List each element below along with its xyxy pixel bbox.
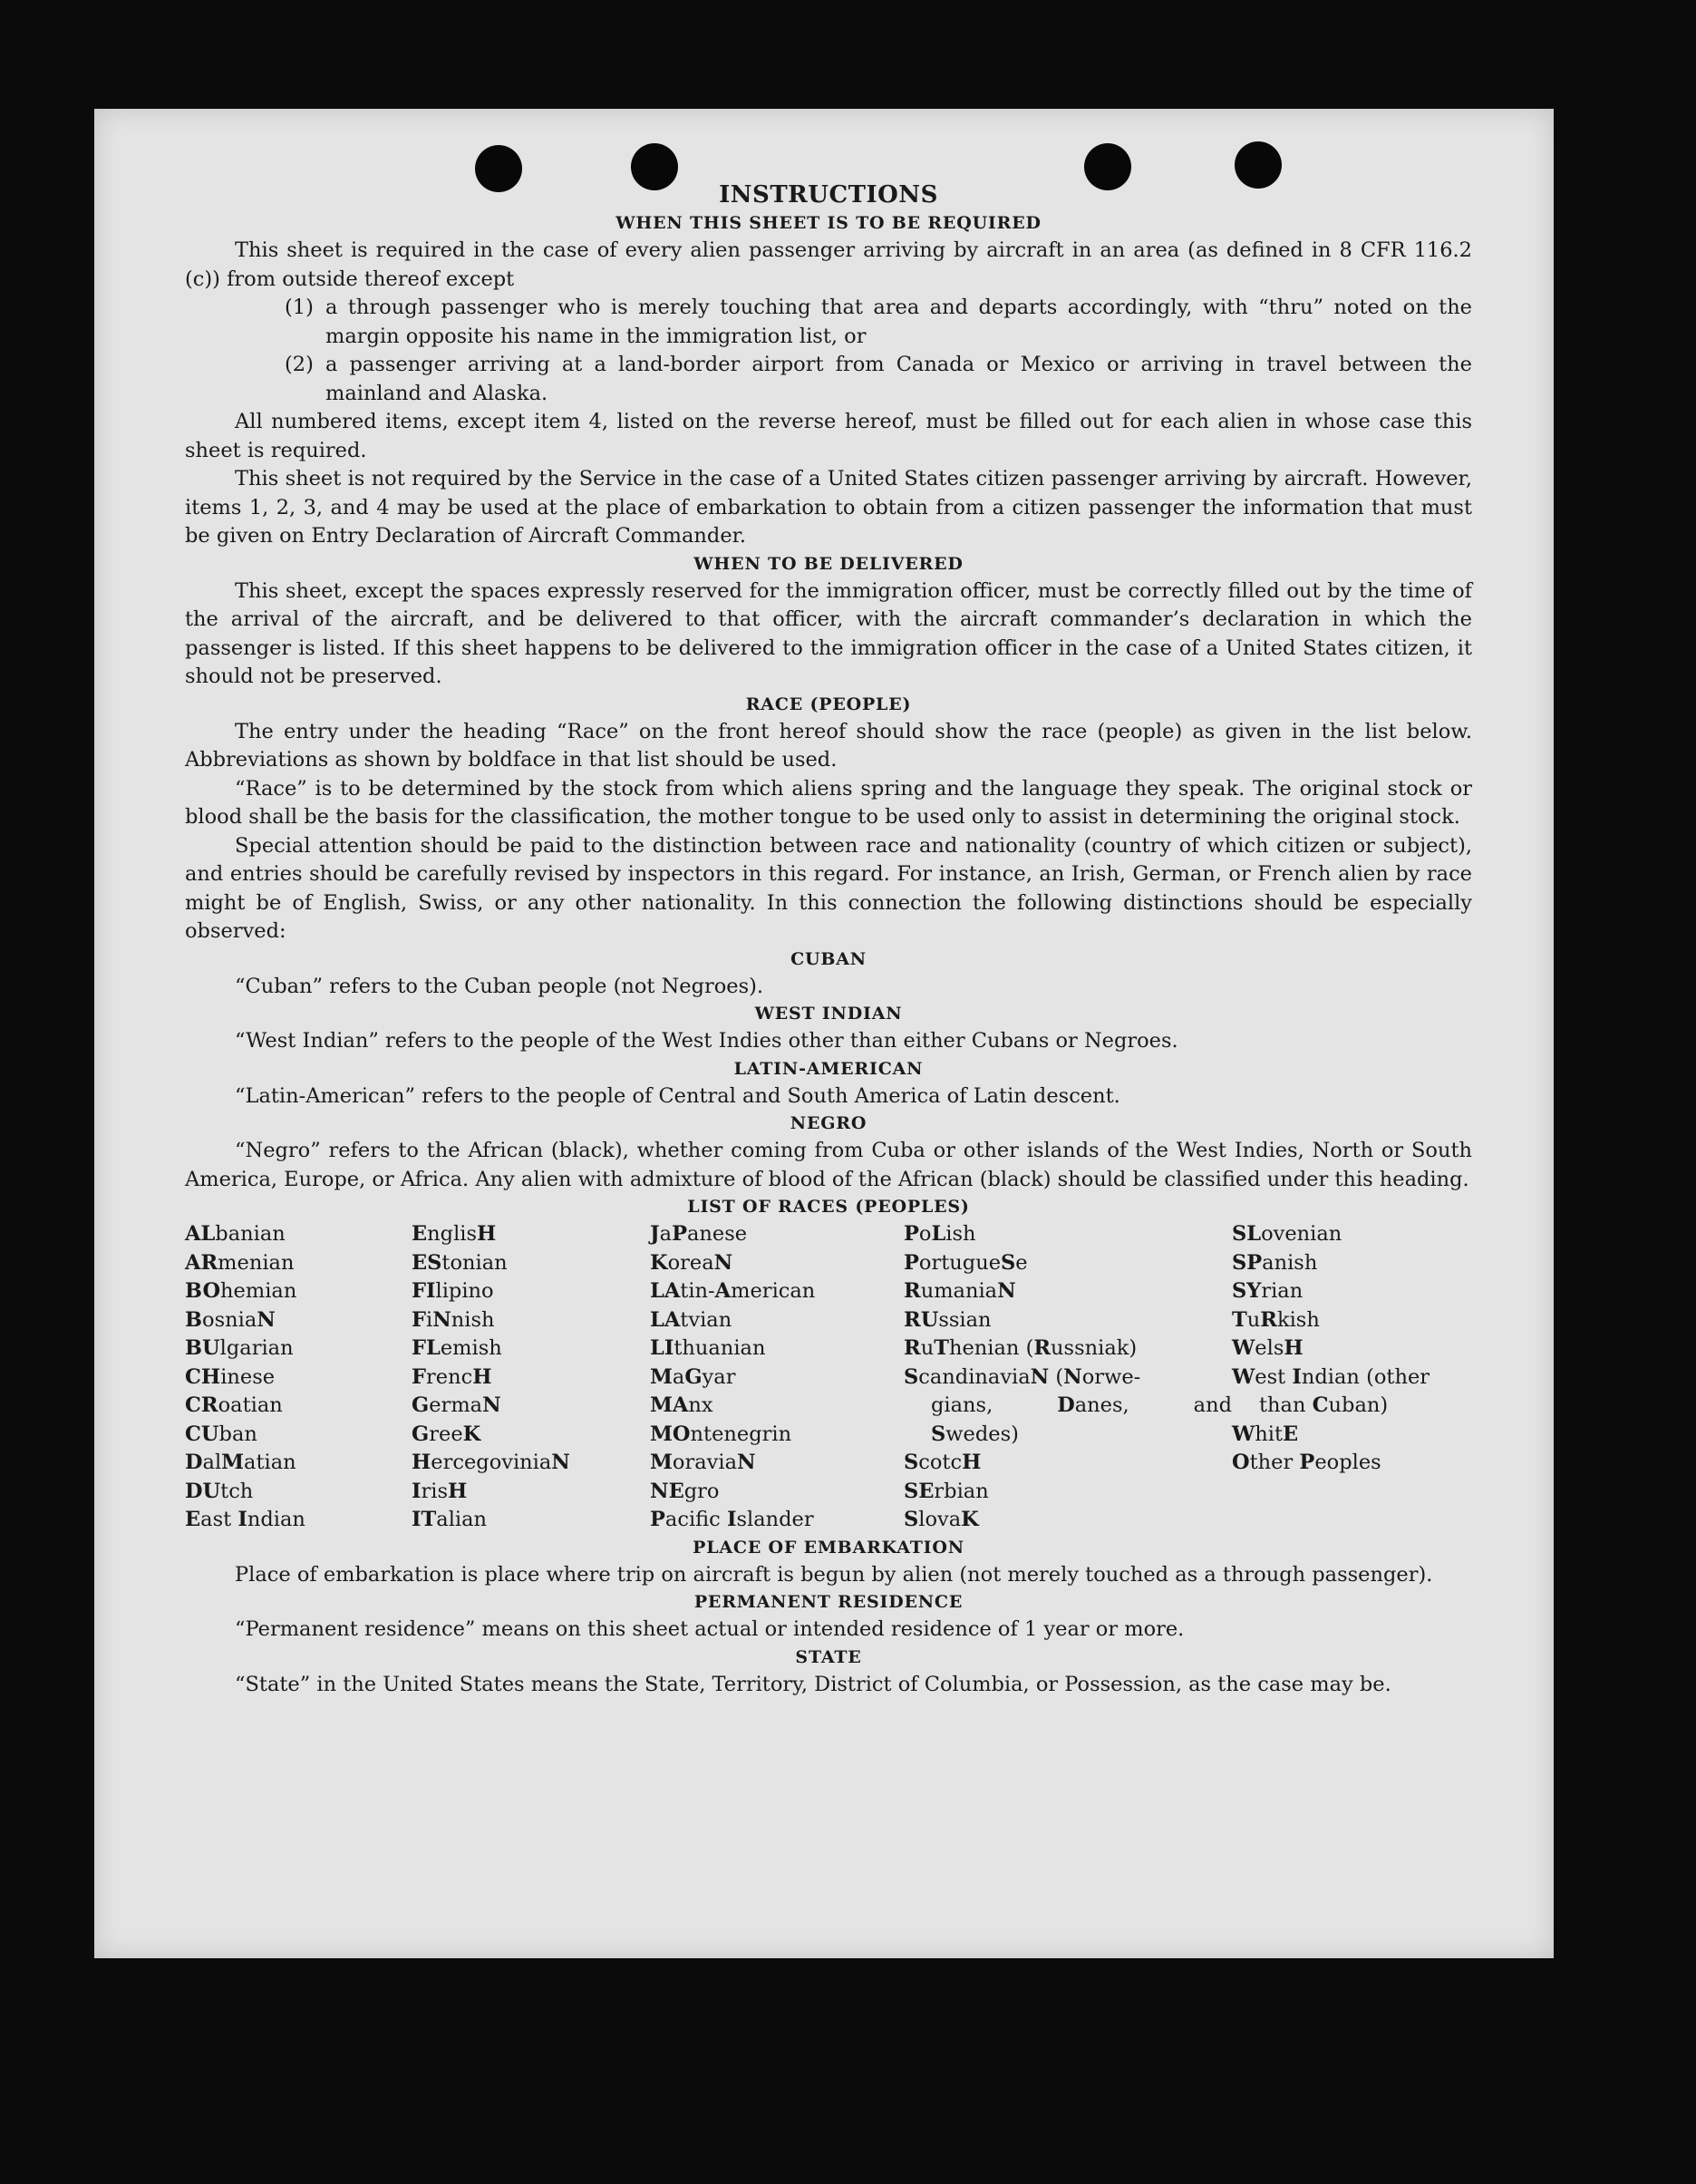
- race-item: DUtch: [185, 1479, 254, 1503]
- list-item: [185, 351, 1472, 408]
- paragraph: Special attention should be paid to the distinction between race and nationality (country of which citizen or subject), and entries should be carefully revised by inspectors in this regard. For instance, an Irish, German, or French alien by race might be of English, Swiss, or any other nationality. In this connection the following distinctions should be especially observed:: [185, 833, 1472, 943]
- race-item: FLemish: [412, 1336, 502, 1360]
- race-item: WelsH: [1232, 1336, 1303, 1360]
- race-item: MaGyar: [650, 1364, 736, 1389]
- instructions-content: [185, 180, 1472, 1699]
- race-item: RUssian: [904, 1307, 992, 1332]
- heading-permanent-residence: PERMANENT RESIDENCE: [693, 1592, 964, 1612]
- race-item: IrisH: [412, 1479, 468, 1503]
- paragraph: This sheet is required in the case of every alien passenger arriving by aircraft in an area (as defined in 8 CFR 116.2 (c)) from outside thereof except: [185, 238, 1472, 291]
- race-item: SErbian: [904, 1479, 989, 1503]
- list-item: [185, 294, 1472, 351]
- race-item: EnglisH: [412, 1222, 497, 1246]
- heading-cuban: CUBAN: [790, 948, 867, 969]
- race-item: ALbanian: [185, 1222, 286, 1246]
- paragraph: “Cuban” refers to the Cuban people (not Negroes).: [235, 974, 764, 998]
- race-item: BUlgarian: [185, 1336, 294, 1360]
- race-item: FIlipino: [412, 1279, 494, 1303]
- race-item: CUban: [185, 1422, 257, 1446]
- race-item: ScandinaviaN (Norwe-: [904, 1364, 1141, 1389]
- race-item: EStonian: [412, 1250, 508, 1275]
- race-item: TuRkish: [1232, 1307, 1320, 1332]
- race-item: Swedes): [931, 1422, 1019, 1446]
- heading-race: RACE (PEOPLE): [745, 694, 912, 714]
- paragraph: Place of embarkation is place where trip on aircraft is begun by alien (not merely touched as a through passenger).: [235, 1562, 1433, 1587]
- paragraph: All numbered items, except item 4, listed on the reverse hereof, must be filled out for each alien in whose case this sheet is required.: [185, 410, 1472, 462]
- race-column: [904, 1220, 1232, 1535]
- race-item: WhitE: [1232, 1422, 1299, 1446]
- paragraph: “State” in the United States means the State, Territory, District of Columbia, or Possession, as the case may be.: [235, 1672, 1391, 1696]
- race-column: [1232, 1220, 1472, 1535]
- heading-negro: NEGRO: [790, 1113, 867, 1133]
- paragraph: “West Indian” refers to the people of the West Indies other than either Cubans or Negroes.: [235, 1029, 1178, 1053]
- race-item: Pacifc Islander: [650, 1508, 814, 1531]
- race-column: [650, 1220, 904, 1535]
- race-item: PortugueSe: [904, 1250, 1028, 1275]
- heading-list-of-races: LIST OF RACES (PEOPLES): [687, 1197, 970, 1217]
- race-item: MoraviaN: [650, 1451, 756, 1474]
- race-item: than Cuban): [1259, 1393, 1389, 1417]
- race-item: BosniaN: [185, 1307, 276, 1332]
- heading-embarkation: PLACE OF EMBARKATION: [693, 1537, 964, 1558]
- race-column: [412, 1220, 650, 1535]
- paragraph: “Permanent residence” means on this sheet actual or intended residence of 1 year or more.: [235, 1617, 1185, 1641]
- race-item: RumaniaN: [904, 1279, 1016, 1303]
- document-sheet: [94, 109, 1554, 1958]
- race-item: LAtin-American: [650, 1279, 816, 1303]
- race-item: FrencH: [412, 1364, 492, 1389]
- race-item: GermaN: [412, 1393, 501, 1417]
- race-item: SYrian: [1232, 1279, 1303, 1303]
- paragraph: “Latin-American” refers to the people of Central and South America of Latin descent.: [235, 1083, 1120, 1108]
- paragraph: This sheet, except the spaces expressly reserved for the immigration officer, must be correctly filled out by the time of the arrival of the aircraft, and be delivered to that officer, with the aircraft commander’s declaration in which the passenger is listed. If this sheet happens to be delivered to the immigration officer in the case of a United States citizen, it should not be preserved.: [185, 578, 1472, 688]
- heading-state: STATE: [795, 1646, 862, 1667]
- race-item: SlovaK: [904, 1508, 979, 1531]
- race-item: RuThenian (Russniak): [904, 1336, 1138, 1360]
- race-item: LIthuanian: [650, 1336, 766, 1360]
- race-item: SPanish: [1232, 1250, 1318, 1275]
- race-item: MOntenegrin: [650, 1422, 792, 1446]
- race-item: SLovenian: [1232, 1222, 1342, 1246]
- race-item: KoreaN: [650, 1250, 733, 1275]
- item-number: (2): [285, 353, 314, 376]
- race-item: gians, Danes, and: [931, 1393, 1232, 1417]
- race-item: DalMatian: [185, 1451, 296, 1474]
- heading-west-indian: WEST INDIAN: [754, 1004, 903, 1024]
- heading-latin-american: LATIN-AMERICAN: [733, 1058, 924, 1079]
- race-item: West Indian (other: [1232, 1364, 1430, 1389]
- race-column: [185, 1220, 412, 1535]
- page-title: INSTRUCTIONS: [719, 181, 938, 209]
- race-item: FiNnish: [412, 1307, 495, 1332]
- heading-when-required: WHEN THIS SHEET IS TO BE REQUIRED: [615, 213, 1042, 233]
- race-item: PoLish: [904, 1222, 976, 1246]
- race-item: HercegoviniaN: [412, 1451, 570, 1474]
- race-item: CRoatian: [185, 1393, 283, 1417]
- paragraph: “Race” is to be determined by the stock from which aliens spring and the language they speak. The original stock or blood shall be the basis for the classification, the mother tongue to be used only to assist in determining the original stock.: [185, 776, 1472, 829]
- race-item: NEgro: [650, 1479, 720, 1503]
- paragraph: This sheet is not required by the Service in the case of a United States citizen passenger arriving by aircraft. However, items 1, 2, 3, and 4 may be used at the place of embarkation to obtain from a citizen passenger the information that must be given on Entry Declaration of Aircraft Commander.: [185, 467, 1472, 548]
- paragraph: The entry under the heading “Race” on the front hereof should show the race (people) as given in the list below. Abbreviations as shown by boldface in that list should be used.: [185, 719, 1472, 772]
- race-item: Other Peoples: [1232, 1451, 1381, 1474]
- heading-when-delivered: WHEN TO BE DELIVERED: [693, 553, 964, 574]
- race-item: East Indian: [185, 1508, 305, 1531]
- race-item: MAnx: [650, 1393, 713, 1417]
- race-item: JaPanese: [650, 1222, 748, 1246]
- race-item: BOhemian: [185, 1279, 297, 1303]
- race-item: GreeK: [412, 1422, 481, 1446]
- item-number: (1): [285, 296, 314, 319]
- race-item: ARmenian: [185, 1250, 295, 1275]
- race-item: ScotcH: [904, 1451, 982, 1474]
- race-item: LAtvian: [650, 1307, 732, 1332]
- paragraph: “Negro” refers to the African (black), whether coming from Cuba or other islands of the West Indies, North or South America, Europe, or Africa. Any alien with admixture of blood of the African (black) should be classified under this heading.: [185, 1139, 1472, 1191]
- race-item: CHinese: [185, 1364, 276, 1389]
- race-list: [185, 1220, 1472, 1535]
- item-text: a through passenger who is merely touching that area and departs accordingly, with “thru” noted on the margin opposite his name in the immigration list, or: [325, 296, 1472, 348]
- item-text: a passenger arriving at a land-border airport from Canada or Mexico or arriving in travel between the mainland and Alaska.: [325, 353, 1472, 405]
- race-item: ITalian: [412, 1508, 488, 1531]
